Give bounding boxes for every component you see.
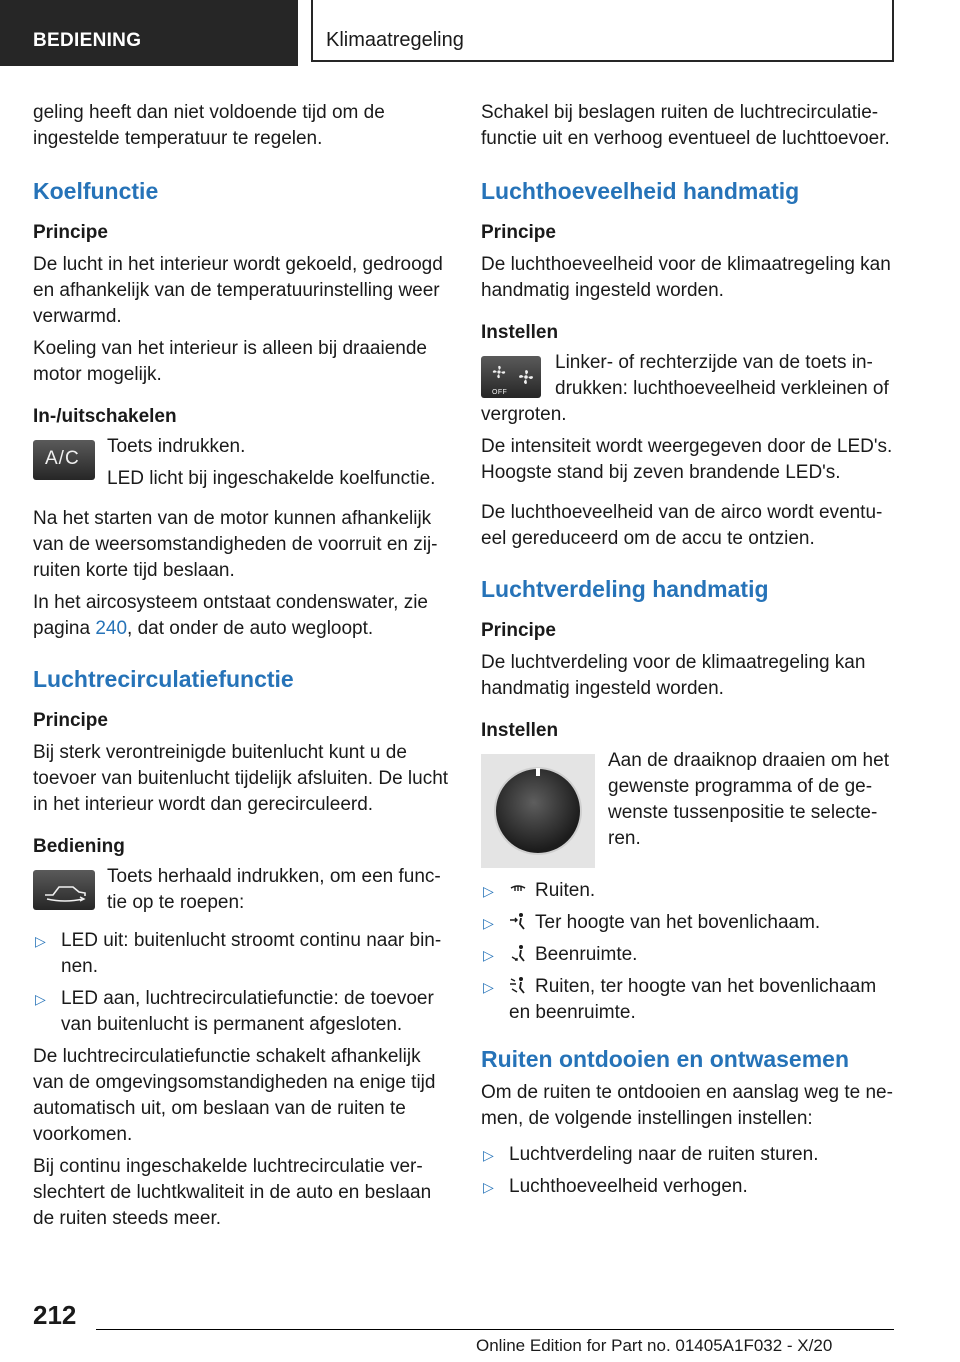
text: In het aircosysteem ontstaat condenswater, zie pagina [33, 592, 428, 639]
upper-body-airflow-icon [509, 912, 527, 930]
list-item [481, 878, 899, 904]
triangle-bullet-icon: ▷ [483, 979, 494, 995]
recirc-list [33, 928, 451, 1038]
paragraph: Na het starten van de motor kunnen afhankelijk van de weersomstandigheden de voorruit en zij-ruiten korte tijd beslaan. [33, 508, 438, 581]
paragraph: De luchthoeveelheid van de airco wordt eventu-eel gereduceerd om de accu te ontzien. [481, 502, 883, 549]
windshield-icon [509, 882, 527, 898]
footer-rule [96, 1329, 894, 1330]
fan-instruction [481, 350, 899, 428]
heading-luchthoeveelheid: Luchthoeveelheid handmatig [481, 178, 800, 204]
subheading-principe: Principe [481, 222, 556, 243]
knob-marker [536, 768, 540, 776]
chapter-title: Klimaatregeling [326, 29, 464, 51]
section-tab [0, 0, 298, 66]
paragraph: Toets indrukken. [107, 436, 246, 457]
section-title: BEDIENING [33, 30, 142, 51]
heading-koelfunctie: Koelfunctie [33, 178, 159, 204]
triangle-bullet-icon: ▷ [483, 947, 494, 963]
paragraph: Aan de draaiknop draaien om het gewenste programma of de ge-wenste tussenpositie te selecte-ren. [608, 750, 889, 849]
off-label: OFF [492, 389, 508, 396]
paragraph-condenswater [33, 590, 451, 642]
list-item [481, 942, 899, 968]
triangle-bullet-icon: ▷ [483, 1147, 494, 1163]
knob-instruction [481, 748, 899, 868]
list-item [33, 928, 451, 980]
page-header [0, 0, 960, 66]
paragraph: LED licht bij ingeschakelde koelfunctie. [107, 468, 436, 489]
paragraph: Toets herhaald indrukken, om een func-tie op te roepen: [107, 866, 441, 913]
paragraph: Schakel bij beslagen ruiten de luchtrecirculatie-functie uit en verhoog eventueel de luchttoevoer. [481, 102, 890, 149]
paragraph: Koeling van het interieur is alleen bij draaiende motor mogelijk. [33, 338, 427, 385]
rotary-knob [494, 767, 582, 855]
list-item [481, 910, 899, 936]
subheading-principe: Principe [33, 222, 108, 243]
list-item [33, 986, 451, 1038]
heading-ruiten-ontdooien: Ruiten ontdooien en ontwasemen [481, 1046, 850, 1072]
distribution-knob-image [481, 754, 595, 868]
recirculation-button-image [33, 870, 95, 910]
list-item-text: Luchtverdeling naar de ruiten sturen. [509, 1144, 819, 1165]
list-item-text: LED uit: buitenlucht stroomt continu naar bin-nen. [61, 930, 442, 977]
recirc-instruction [33, 864, 451, 916]
ac-button-label: A/C [45, 448, 80, 469]
list-item-text: Luchthoeveelheid verhogen. [509, 1176, 748, 1197]
list-item-text: LED aan, luchtrecirculatiefunctie: de toevoer van buitenlucht is permanent afgesloten. [61, 988, 434, 1035]
paragraph: De lucht in het interieur wordt gekoeld, gedroogd en afhankelijk van de temperatuurinstelling weer verwarmd. [33, 254, 443, 327]
page-link[interactable]: 240 [95, 618, 128, 639]
text: , dat onder de auto wegloopt. [127, 618, 374, 639]
ac-instruction [33, 434, 451, 492]
subheading-instellen: Instellen [481, 322, 559, 343]
page-number: 212 [33, 1300, 77, 1330]
chapter-tab [311, 0, 894, 62]
list-item [481, 1174, 899, 1200]
heading-luchtrecirculatiefunctie: Luchtrecirculatiefunctie [33, 666, 294, 692]
triangle-bullet-icon: ▷ [483, 915, 494, 931]
paragraph: De luchthoeveelheid voor de klimaatregeling kan handmatig ingesteld worden. [481, 254, 891, 301]
paragraph: Linker- of rechterzijde van de toets in-drukken: luchthoeveelheid verkleinen of vergroten. [481, 352, 889, 425]
car-recirculation-icon [33, 870, 95, 910]
fan-button-image [481, 356, 541, 398]
paragraph: De intensiteit wordt weergegeven door de LED's. Hoogste stand bij zeven brandende LED's. [481, 436, 893, 483]
subheading-bediening: Bediening [33, 836, 125, 857]
subheading-instellen: Instellen [481, 720, 559, 741]
ac-button-image [33, 440, 95, 480]
edition-note: Online Edition for Part no. 01405A1F032 - X/20 [476, 1336, 833, 1355]
right-column [481, 100, 899, 1200]
list-item [481, 974, 899, 1026]
triangle-bullet-icon: ▷ [483, 1179, 494, 1195]
triangle-bullet-icon: ▷ [35, 991, 46, 1007]
list-item-text: Ruiten, ter hoogte van het bovenlichaam en beenruimte. [509, 976, 877, 1023]
list-item [481, 1142, 899, 1168]
fan-large-icon [517, 368, 535, 386]
paragraph: Om de ruiten te ontdooien en aanslag weg te ne-men, de volgende instellingen instellen: [481, 1082, 893, 1129]
combined-airflow-icon [509, 976, 527, 994]
list-item-text: Ruiten. [535, 880, 596, 901]
distribution-list [481, 878, 899, 1026]
list-item-text: Ter hoogte van het bovenlichaam. [535, 912, 821, 933]
defrost-list [481, 1142, 899, 1200]
paragraph: geling heeft dan niet voldoende tijd om de ingestelde temperatuur te regelen. [33, 102, 385, 149]
paragraph: Bij sterk verontreinigde buitenlucht kunt u de toevoer van buitenlucht tijdelijk afsluiten. De lucht in het interieur wordt dan gerecirculeerd. [33, 742, 449, 815]
triangle-bullet-icon: ▷ [35, 933, 46, 949]
subheading-principe: Principe [481, 620, 556, 641]
paragraph: De luchtrecirculatiefunctie schakelt afhankelijk van de omgevingsomstandigheden na enige tijd automatisch uit, om beslaan van de ruiten te voorkomen. [33, 1046, 436, 1145]
heading-luchtverdeling: Luchtverdeling handmatig [481, 576, 769, 602]
paragraph: De luchtverdeling voor de klimaatregeling kan handmatig ingesteld worden. [481, 652, 866, 699]
left-column [33, 100, 451, 1232]
subheading-in-uitschakelen: In-/uitschakelen [33, 406, 177, 427]
subheading-principe: Principe [33, 710, 108, 731]
paragraph: Bij continu ingeschakelde luchtrecirculatie ver-slechtert de luchtkwaliteit in de auto en beslaan de ruiten steeds meer. [33, 1156, 432, 1229]
footwell-airflow-icon [509, 944, 527, 962]
triangle-bullet-icon: ▷ [483, 883, 494, 899]
list-item-text: Beenruimte. [535, 944, 638, 965]
fan-small-icon [491, 364, 507, 380]
